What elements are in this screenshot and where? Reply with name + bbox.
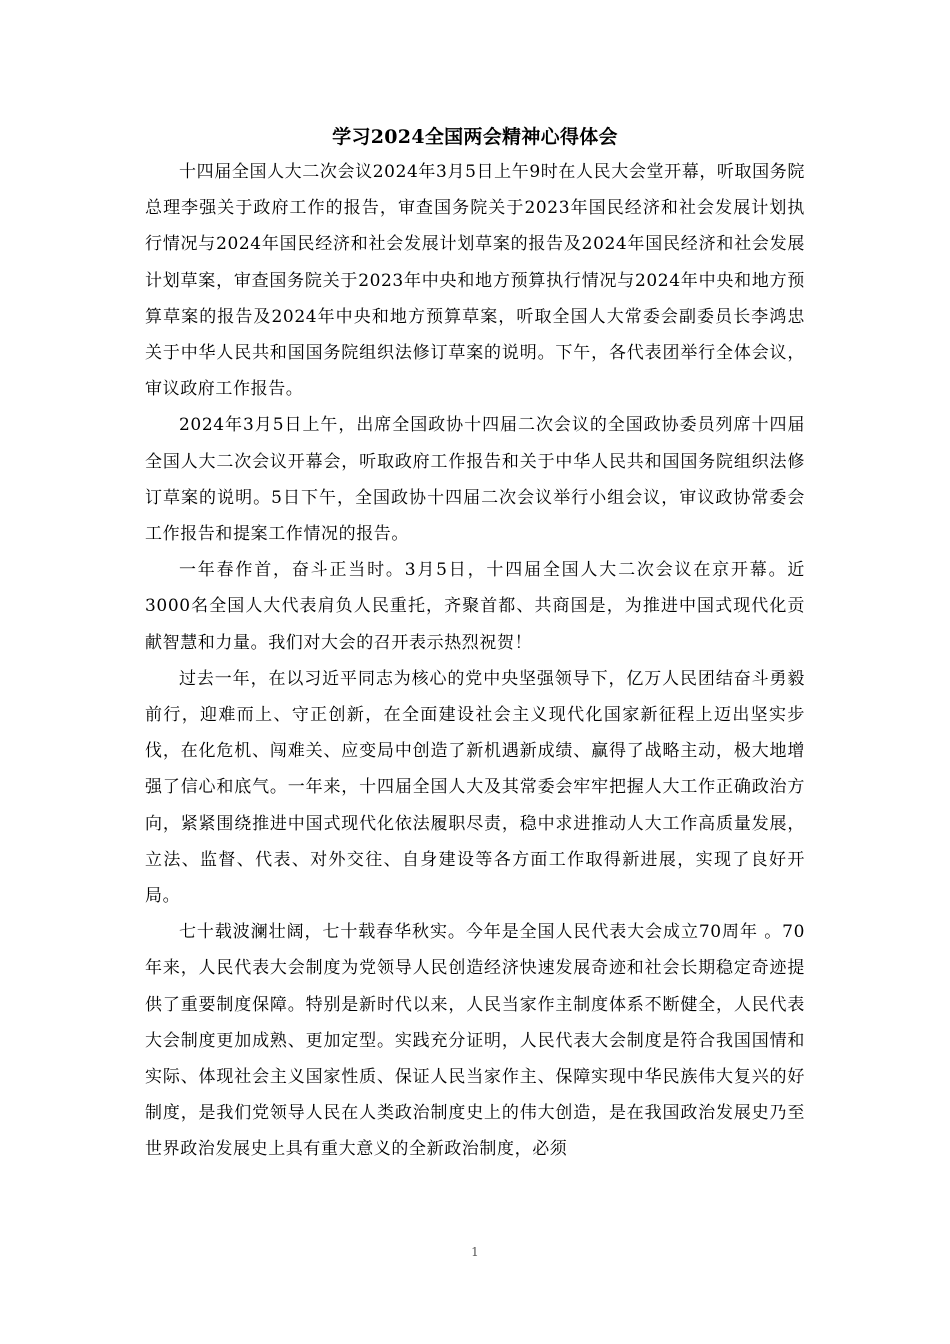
paragraph-spring-opening: 一年春作首，奋斗正当时。3月5日，十四届全国人大二次会议在京开幕。近3000名全国人大代表肩负人民重托，齐聚首都、共商国是，为推进中国式现代化贡献智慧和力量。我们对大会的召开表示热烈祝贺！: [145, 560, 805, 653]
paragraph-opening-session: 十四届全国人大二次会议2024年3月5日上午9时在人民大会堂开幕，听取国务院总理李强关于政府工作的报告，审查国务院关于2023年国民经济和社会发展计划执行情况与2024年国民经济和社会发展计划草案的报告及2024年国民经济和社会发展计划草案，审查国务院关于2023年中央和地方预算执行情况与2024年中央和地方预算草案的报告及2024年中央和地方预算草案，听取全国人大常委会副委员长李鸿忠关于中华人民共和国国务院组织法修订草案的说明。下午，各代表团举行全体会议，审议政府工作报告。: [145, 162, 805, 400]
page-number: 1: [471, 1245, 479, 1259]
paragraph-cppcc-session: 2024年3月5日上午，出席全国政协十四届二次会议的全国政协委员列席十四届全国人大二次会议开幕会，听取政府工作报告和关于中华人民共和国国务院组织法修订草案的说明。5日下午，全国政协十四届二次会议举行小组会议，审议政协常委会工作报告和提案工作情况的报告。: [145, 415, 805, 545]
paragraph-seventy-years: 七十载波澜壮阔，七十载春华秋实。今年是全国人民代表大会成立70周年 。70年来，人民代表大会制度为党领导人民创造经济快速发展奇迹和社会长期稳定奇迹提供了重要制度保障。特别是新时代以来，人民当家作主制度体系不断健全，人民代表大会制度更加成熟、更加定型。实践充分证明，人民代表大会制度是符合我国国情和实际、体现社会主义国家性质、保证人民当家作主、保障实现中华民族伟大复兴的好制度，是我们党领导人民在人类政治制度史上的伟大创造，是在我国政治发展史乃至世界政治发展史上具有重大意义的全新政治制度，必须: [145, 922, 805, 1160]
document-title: 学习2024全国两会精神心得体会: [332, 126, 618, 148]
paragraph-past-year: 过去一年，在以习近平同志为核心的党中央坚强领导下，亿万人民团结奋斗勇毅前行，迎难而上、守正创新，在全面建设社会主义现代化国家新征程上迈出坚实步伐，在化危机、闯难关、应变局中创造了新机遇新成绩、赢得了战略主动，极大地增强了信心和底气。一年来，十四届全国人大及其常委会牢牢把握人大工作正确政治方向，紧紧围绕推进中国式现代化依法履职尽责，稳中求进推动人大工作高质量发展，立法、监督、代表、对外交往、自身建设等各方面工作取得新进展，实现了良好开局。: [145, 668, 805, 907]
document-body: [145, 154, 805, 1168]
